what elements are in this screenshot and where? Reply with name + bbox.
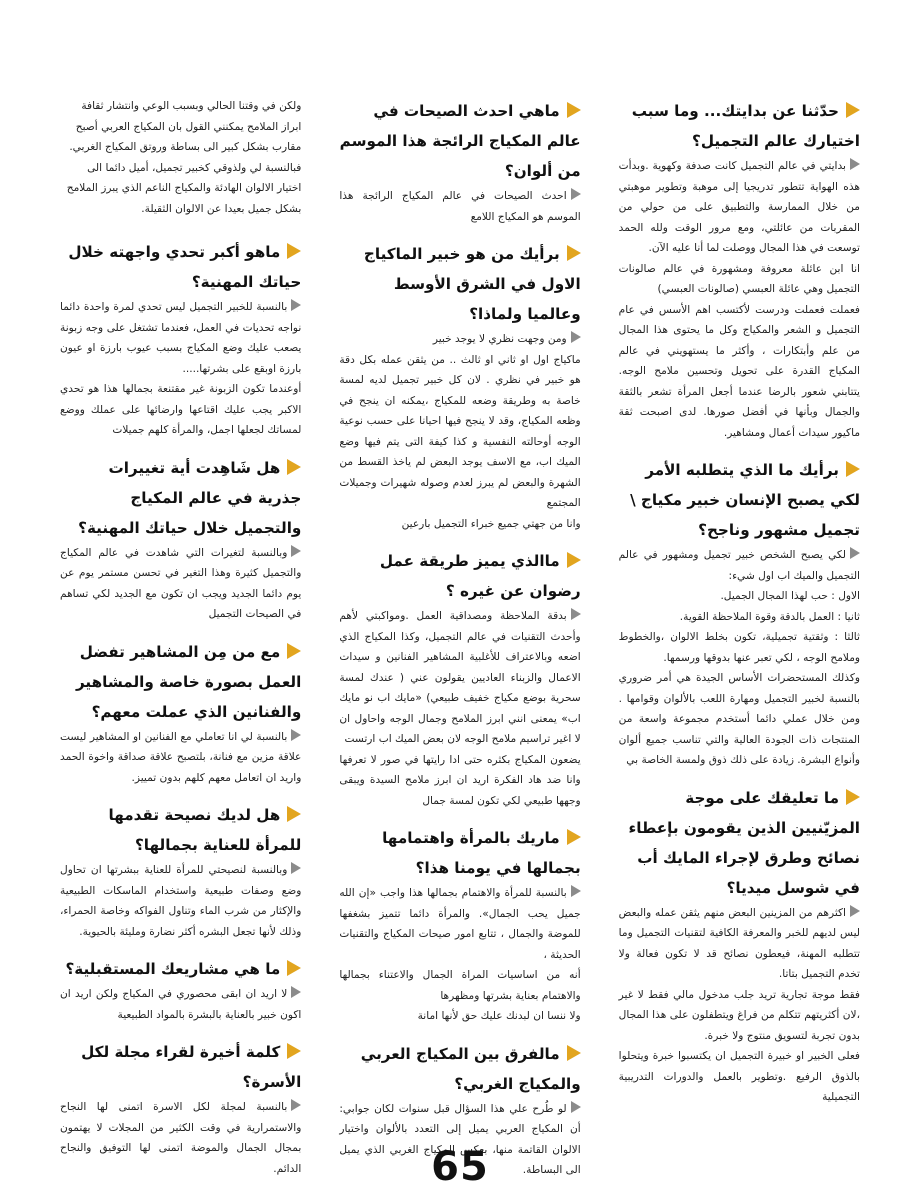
question [339,1039,580,1099]
answer-text: وبالنسبة لتغيرات التي شاهدت في عالم المكياج والتجميل كثيرة وهذا التغير في تحسن مستمر يوم عن يوم دائما الجديد ويجب ان تكون مع الجديد لكي تساهم في الصيحات التجميل [60,546,302,620]
answer-text: وبالنسبة لنصيحتي للمرأة للعناية ببشرتها ان تحاول وضع وصفات طبيعية واستخدام الماسكات الطبيعية والإكثار من شرب الماء وتناول الفواكه وخاصة الحمراء، وذلك لأنها تجعل البشره أكثر نضارة ومليئة بالحيوية. [60,864,302,938]
question [339,546,580,606]
question-marker-icon [287,806,301,822]
continued-answer-text: ولكن في وقتنا الحالي وبسبب الوعي وانتشار ثقافة ابراز الملامح يمكنني القول بان المكياج العربي أصبح مقارب بشكل كبير الى بساطة وروتق المكياج الغربي. فبالنسبة لي ولذوقي كخبير تجميل، أميل دائما الى اختيار الالوان الهادئة والمكياج الناعم الذي يبرز الملامح بشكل جميل بعيدا عن الالوان الثقيلة. [66,100,302,215]
qa-block [619,96,860,443]
question-text: مع من مِن المشاهير تفضل العمل بصورة خاصة والمشاهير والفنانين الذي عملت معهم؟ [75,642,302,721]
question-marker-icon [567,552,581,568]
question-text: ماريك بالمرأة واهتمامها بجمالها في يومنا هذا؟ [382,829,581,877]
qa-block [339,546,580,811]
question-marker-icon [567,102,581,118]
question-text: ما هي مشاريعك المستقبلية؟ [65,960,281,978]
question [619,455,860,545]
question-marker-icon [846,461,860,477]
column-right [619,96,860,1130]
question-text: كلمة أخيرة لقراء مجلة لكل الأسرة؟ [81,1043,302,1091]
qa-block [339,239,580,534]
question-marker-icon [567,829,581,845]
question-text: ما تعليقك على موجة المزيّنيين الذين يقومون بإعطاء نصائح وطرق لإجراء المايك أب في شوسل ميديا؟ [628,788,860,897]
answer-text: بالنسبة للخبير التجميل ليس تحدي لمرة واحدة دائما نواجه تحديات في العمل، فعندما تشتغل على وجه زبونة يصعب عليك وضع المكياج بسبب عيوب بارزة او عيون بارزة اوبقع على بشرتها..... أوعندما تكون الزبونة غير مقتنعة بجمالها هذا هو تحدي الاكبر يجب عليك اقتاعها وارضائها على عملك ووضع لمساتك لجعلها اجمل، والمرأة كلهم جميلات [60,301,302,436]
question-text: مالفرق بين المكياج العربي والمكياج الغربي؟ [360,1044,581,1093]
column-left [60,96,302,1175]
question [339,823,580,883]
answer-marker-icon [291,545,301,557]
answer-text: اكثرهم من المزينين البعض منهم يثقن عمله والبعض ليس لديهم للخبر والمعرفة الكافية لتقنيات التجميل وما تتطلبه المهنة، فيعطون نصائح قد لا تكون فعالة ولا تخدم التجميل بتاتا. فقط موجة تجارية تريد جلب مدخول مالي فقط لا غير ،لان أكثريتهم تتكلم من فراغ ويتطفلون على هذا المجال بدون تجربة لتسويق منتوج ولا خبرة. فعلى الخبير او خبيرة التجميل ان يكتسبوا خبرة ويتحلوا بالذوق الرفيع .وتطوير بالعمل والدورات التدريبية التجميلية [618,906,860,1103]
question [619,783,860,903]
question [60,637,301,727]
answer [60,543,301,625]
question-text: هل لديك نصيحة تقدمها للمرأة للعناية بجمالها؟ [108,806,302,854]
answer [619,903,860,1108]
answer [60,727,301,789]
question-marker-icon [287,960,301,976]
question-marker-icon [567,245,581,261]
question-text: ماهي احدث الصيحات في عالم المكياج الرائجة هذا الموسم من ألوان؟ [339,102,581,180]
answer-text: بدايتي في عالم التجميل كانت صدفة وكهوية .وبدأت هذه الهواية تتطور تدريجيا إلى موهبة وتطوير موهبتي من خلال الممارسة والتطبيق على من حولي من المقربات من عائلتي، ومع مرور الوقت ولله الحمد توسعت في هذا المجال ووصلت لما أنا عليه الآن. انا ابن عائلة معروفة ومشهورة في عالم صالونات التجميل وهي عائلة العبسي (صالونات العبسي) فعملت فعملت ودرست لأكتسب اهم الأسس في عام التجميل و الشعر والمكياج وكل ما يحتوى هذا المجال من علم وأبتكارات ، وأكثر ما يستهويني في عالم المكياج القدرة على تحويل وتحسين ملامح الوجه. يتتابني شعور بالرضا عندما أجعل المرأة تشعر بالثقة والجمال وبأنها في أفضل صورها. لدى اصبحت ثقة ماكيور سيدات أعمال ومشاهير. [618,160,860,439]
qa-block [60,954,301,1025]
qa-block [619,455,860,771]
qa-block [339,96,580,227]
qa-block [339,823,580,1027]
question [60,237,301,297]
question-text: ماالذي يميز طريقة عمل رضوان عن غيره ؟ [379,552,581,600]
answer-text: ومن وجهت نظري لا يوجد خبير ماكياج اول او ثاني او ثالث .. من يثقن عمله بكل دقة هو خبير في نظري . لان كل خبير تجميل لديه لمسة خاصة به وطريقة وضعه للمكياج ،يمكنه ان ينجح في وظعه المكياج، وقد لا ينجح فيها احيانا على حسب نوعية الوجه أوحالته النفسية و كذا كيفة التى يتم فيها وضع الميك اب، مع الاسف يوجد البعض لم ياخذ القسط من الشهرة والبعض لم يبرز لعدم وصوله شهيرات وجميلات المجتمع وانا من جهتي جميع خبراء التجميل بارعين [339,333,581,530]
answer [339,329,580,534]
question-marker-icon [846,102,860,118]
answer-marker-icon [850,547,860,559]
answer-text: بدقة الملاحظة ومصداقية العمل .ومواكبتي لأهم وأحدث التقنيات في عالم التجميل، وكذا المكياج الذي اضعه وبالاعتراف للأغلبية المشاهير الفنانين و سيدات الاعمال والزبناء العاديين يقولون عني ( عندك لمسة سحرية بوضع مكياج خفيف طبيعي) «مايك اب نو مايك اب» يمعنى انني ابرز الملامح وجمال الوجه واحاول ان لا اغير تراسيم ملامح الوجه لان بعض الميك اب ارتست يضعون المكياج بكثره حتى ادا رايتها في صور لا تعرفها وانا ضد هاد الفكرة اريد ان ابرز ملامح السيدة ويبقى وجهها طبيعي لكي تكون لمسة جمال [339,610,581,807]
question-text: برأيك ما الذي يتطلبه الأمر لكي يصبح الإنسان خبير مكياج \ تجميل مشهور وناجح؟ [630,461,860,539]
answer-text: احدث الصيحات في عالم المكياج الرائجة هذا الموسم هو المكياج اللامع [339,190,581,223]
answer-marker-icon [571,188,581,200]
answer-marker-icon [571,1101,581,1113]
question-marker-icon [567,1045,581,1061]
qa-block [60,453,301,625]
answer-marker-icon [291,299,301,311]
question-marker-icon [287,243,301,259]
answer-text: لو طُرح علي هذا السؤال قبل سنوات لكان جوابي: أن المكياج العربي يميل إلى التعدد بالألوان واختيار الالوان القاتمة منها، بعكس المكياج الغربي الذي يميل الى البساطة. [339,1102,581,1176]
answer-text: لا اريد ان ابقى محصوري في المكياج ولكن اريد ان اكون خبير بالعناية بالبشرة بالمواد الطبيعية [60,988,302,1021]
answer-marker-icon [850,158,860,170]
answer [60,860,301,942]
answer [60,984,301,1025]
question [619,96,860,156]
question-marker-icon [846,789,860,805]
question-text: برأيك من هو خبير الماكياج الاول في الشرق الأوسط وعالميا ولماذا؟ [363,245,581,323]
question-marker-icon [287,1043,301,1059]
answer-text: بالنسبة للمرأة والاهتمام بجمالها هذا واجب «إن الله جميل يحب الجمال». والمرأة دائما تتميز بشغفها للموضة والجمال ، تتابع امور صيحات المكياج والتقنيات الحديثة ، أنه من اساسيات المراة الجمال والاعتناء بجمالها والاهتمام بعناية بشرتها ومظهرها ولا ننسا ان لبدنك عليك حق لأنها امانة [339,887,581,1022]
answer [339,606,580,811]
answer-marker-icon [571,608,581,620]
answer-text: بالنسبة لي انا تعاملي مع الفنانين او المشاهير ليست علاقة مزين مع فنانة، بلتصبح علاقة صداقة واخوة الحمد واريد ان اتعامل معهم كلهم بدون تمييز. [60,730,302,784]
answer-text: لكي يصبح الشخص خبير تجميل ومشهور في عالم التجميل والميك اب اول شيء: الاول : حب لهذا المجال الجميل. ثانيا : العمل بالدقة وقوة الملاحظة القوية. ثالثا : وثقتية تجميلية، تكون بخلط الالوان ،والخطوط وملامح الوجه ، لكي تعبر عنها بدوقها ورسمها. وكذلك المستحضرات الأساس الجيدة هي أمر ضروري بالنسبة لخبير التجميل ومهارة اللعب بالألوان وقوامها . ومن خلال عملي دائما أستخدم مجموعة واسعة من المنتجات ذات الجودة العالية والتي تناسب جميع ألوان وأنواع البشرة. زيادة على ذلك ذوق ولمسة الخاصة بي [618,549,860,766]
answer-marker-icon [850,905,860,917]
question-text: هل شَاهِدت أية تغييرات جذرية في عالم المكياج والتجميل خلال حياتك المهنية؟ [78,458,302,537]
question [339,239,580,329]
qa-block [60,637,301,789]
qa-block [619,783,860,1108]
answer [619,545,860,771]
question [60,954,301,984]
answer-marker-icon [291,862,301,874]
answer-marker-icon [291,986,301,998]
answer [339,883,580,1027]
page-number: 65 [431,1144,489,1190]
question-text: ماهو أكبر تحدي واجهته خلال حياتك المهنية؟ [68,243,302,291]
answer [60,297,301,441]
qa-block [60,800,301,942]
answer [339,186,580,227]
question [60,453,301,543]
question [339,96,580,186]
answer-marker-icon [571,885,581,897]
question-text: حدّثنا عن بدايتك... وما سبب اختيارك عالم التجميل؟ [631,102,860,150]
question [60,1037,301,1097]
qa-block [60,237,301,441]
answer-text: بالنسبة لمجلة لكل الاسرة اتمنى لها النجاح والاستمرارية في وقت الكثير من المجلات لا يهتمون بمجال الجمال والموضة اتمنى لها التوفيق والنجاح الدائم. [60,1101,302,1175]
question-marker-icon [287,643,301,659]
answer-marker-icon [571,331,581,343]
answer-marker-icon [291,729,301,741]
question [60,800,301,860]
question-marker-icon [287,459,301,475]
answer-marker-icon [291,1099,301,1111]
answer [619,156,860,443]
